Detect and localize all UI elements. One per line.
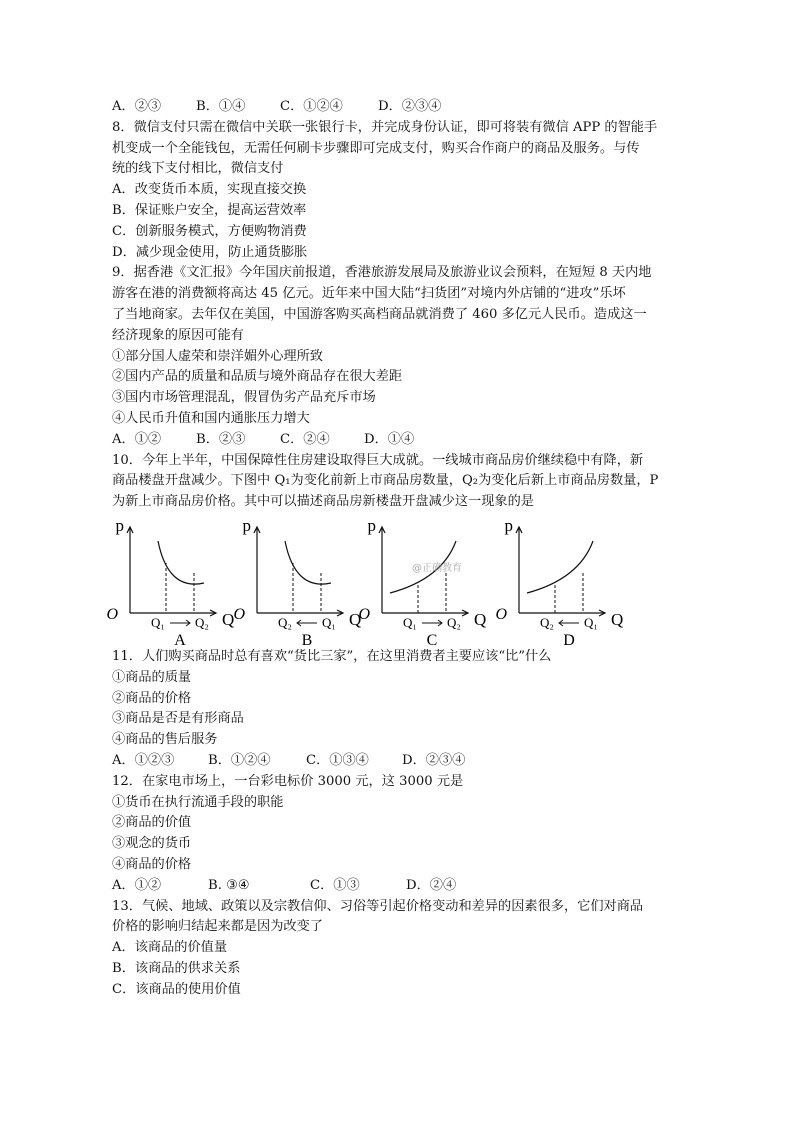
exam-page [106,97,692,1000]
tick-label: Q₂ [278,614,292,630]
chart-a [106,515,240,649]
q12-item: ④商品的价格 [112,856,192,872]
q9-item: ④人民币升值和国内通胀压力增大 [112,410,310,426]
origin-label: O [495,605,507,623]
q12-option-d: D．②④ [406,877,457,893]
q7-option-a: A．②③ [112,99,162,114]
q8-stem-line: 8．微信支付只需在微信中关联一张银行卡，并完成身份认证，即可将装有微信 APP 的智能手 [112,119,658,135]
q11-item: ①商品的质量 [112,669,192,685]
question-12 [112,772,692,897]
q12-option-c: C．①③ [310,877,360,893]
q12-item: ②商品的价值 [112,815,192,831]
chart-title: B [301,631,313,649]
q12-option-a: A．①② [112,877,162,893]
y-axis-label: p [242,515,251,535]
q7-option-b: B．①④ [196,99,246,114]
chart-b [233,515,367,649]
q9-option-c: C．②④ [280,431,330,447]
chart-title: C [426,631,438,649]
q9-item: ①部分国人虚荣和崇洋媚外心理所致 [112,348,323,364]
x-axis-label: Q [611,609,624,629]
origin-label: O [358,605,370,623]
q9-item: ③国内市场管理混乱，假冒伪劣产品充斥市场 [112,390,376,406]
q10-stem-line: 10．今年上半年，中国保障性住房建设取得巨大成就。一线城市商品房价继续稳中有降，新 [112,452,644,468]
q8-option-c: C．创新服务模式，方便购物消费 [112,223,307,239]
q9-item: ②国内产品的质量和品质与境外商品存在很大差距 [112,369,403,385]
q7-option-d: D．②③④ [378,99,442,114]
q11-item: ②商品的价格 [112,690,192,706]
chart-d [495,515,629,649]
q9-stem-line: 游客在港的消费额将高达 45 亿元。近年来中国大陆“扫货团”对境内外店铺的“进攻”乐坏 [112,286,626,302]
tick-label: Q₂ [540,614,554,630]
q12-item: ①货币在执行流通手段的职能 [112,794,284,810]
q11-stem-line: 11．人们购买商品时总有喜欢“货比三家”，在这里消费者主要应该“比”什么 [112,648,552,664]
q12-stem-line: 12．在家电市场上，一台彩电标价 3000 元，这 3000 元是 [112,773,464,789]
tick-label: Q₁ [322,614,336,630]
q13-stem-line: 价格的影响归结起来都是因为改变了 [112,919,323,935]
tick-label: Q₂ [447,614,461,630]
q11-item: ③商品是否是有形商品 [112,711,244,727]
q11-option-a: A．①②③ [112,752,175,768]
tick-label: Q₁ [403,614,417,630]
y-axis-label: p [504,515,513,535]
question-10 [106,451,692,649]
chart-title: A [174,631,186,649]
q13-option-b: B．该商品的供求关系 [112,960,241,976]
q8-option-a: A．改变货币本质，实现直接交换 [112,182,307,198]
q10-charts [106,515,692,649]
q11-option-d: D．②③④ [402,752,466,768]
watermark-text: @正确教育 [412,562,462,574]
question-9 [112,263,692,450]
q9-option-a: A．①② [112,431,162,447]
x-axis-label: Q [222,609,235,629]
q9-stem-line: 9．据香港《文汇报》今年国庆前报道，香港旅游发展局及旅游业议会预料，在短短 8 天内地 [112,265,652,281]
q9-options [112,430,692,451]
question-8 [112,118,692,264]
chart-title: D [563,631,575,649]
q12-option-b: B. ③④ [208,877,250,893]
chart-c [358,515,492,649]
y-axis-label: p [115,515,124,535]
q9-option-d: D．①④ [364,431,415,447]
x-axis-label: Q [474,609,487,629]
q8-option-b: B．保证账户安全，提高运营效率 [112,202,307,218]
q11-options [112,751,692,772]
q7-options [112,97,692,118]
y-axis-label: p [367,515,376,535]
q11-option-b: B．①②④ [208,752,271,768]
q11-option-c: C．①③④ [306,752,369,768]
q8-stem-line: 机变成一个全能钱包，无需任何刷卡步骤即可完成支付，购买合作商户的商品及服务。与传 [112,140,640,156]
question-13 [112,897,692,1001]
curve-line [285,541,331,584]
q12-options [112,876,692,897]
origin-label: O [106,605,118,623]
q12-item: ③观念的货币 [112,836,192,852]
q9-stem-line: 经济现象的原因可能有 [112,327,244,343]
origin-label: O [233,605,245,623]
q13-option-c: C．该商品的使用价值 [112,981,241,997]
q13-stem-line: 13．气候、地域、政策以及宗教信仰、习俗等引起价格变动和差异的因素很多，它们对商品 [112,898,644,914]
tick-label: Q₁ [151,614,165,630]
x-axis-label: Q [349,609,362,629]
question-11 [112,647,692,772]
q7-option-c: C．①②④ [280,99,343,114]
q13-option-a: A．该商品的价值量 [112,940,228,956]
tick-label: Q₁ [584,614,598,630]
curve-line [158,541,204,584]
q9-option-b: B．②③ [196,431,246,447]
q8-option-d: D．减少现金使用，防止通货膨胀 [112,244,308,260]
q10-stem-line: 商品楼盘开盘减少。下图中 Q₁为变化前新上市商品房数量，Q₂为变化后新上市商品房数量，P [112,473,659,489]
q11-item: ④商品的售后服务 [112,732,218,748]
q10-stem-line: 为新上市商品房价格。其中可以描述商品房新楼盘开盘减少这一现象的是 [112,494,534,510]
q9-stem-line: 了当地商家。去年仅在美国，中国游客购买高档商品就消费了 460 多亿元人民币。造成这一 [112,306,647,322]
q8-stem-line: 统的线下支付相比，微信支付 [112,161,284,177]
tick-label: Q₂ [195,614,209,630]
